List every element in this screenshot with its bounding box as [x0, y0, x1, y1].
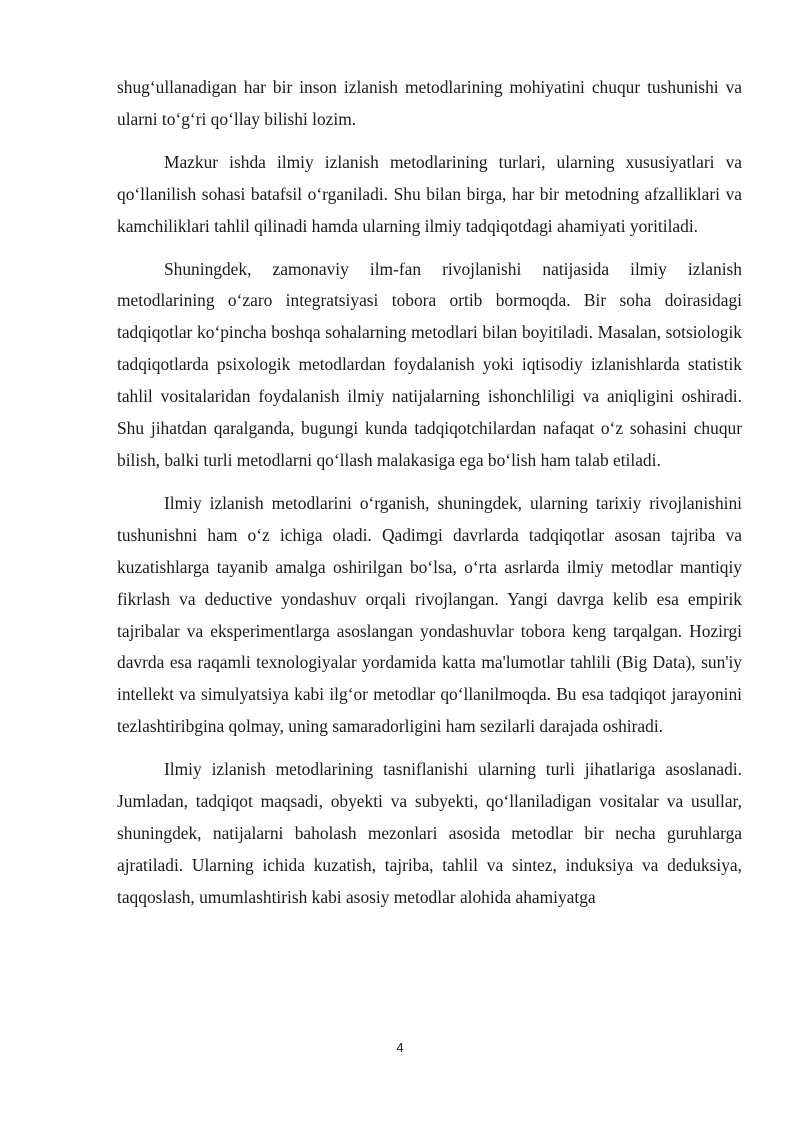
paragraph: Ilmiy izlanish metodlarining tasniflanishi ularning turli jihatlariga asoslanadi. Jumladan, tadqiqot maqsadi, obyekti va subyekti, qo‘llaniladigan vositalar va usullar, shuningdek, natijalarni baholash mezonlari asosida metodlar bir necha guruhlarga ajratiladi. Ularning ichida kuzatish, tajriba, tahlil va sintez, induksiya va deduksiya, taqqoslash, umumlashtirish kabi asosiy metodlar alohida ahamiyatga [117, 759, 742, 907]
body-text [117, 72, 742, 925]
paragraph: Shuningdek, zamonaviy ilm-fan rivojlanishi natijasida ilmiy izlanish metodlarining o‘zaro integratsiyasi tobora ortib bormoqda. Bir soha doirasidagi tadqiqotlar ko‘pincha boshqa sohalarning metodlari bilan boyitiladi. Masalan, sotsiologik tadqiqotlarda psixologik metodlardan foydalanish yoki iqtisodiy izlanishlarda statistik tahlil vositalaridan foydalanish ilmiy natijalarning ishonchliligi va aniqligini oshiradi. Shu jihatdan qaralganda, bugungi kunda tadqiqotchilardan nafaqat o‘z sohasini chuqur bilish, balki turli metodlarni qo‘llash malakasiga ega bo‘lish ham talab etiladi. [117, 258, 742, 470]
paragraph: Ilmiy izlanish metodlarini o‘rganish, shuningdek, ularning tarixiy rivojlanishini tushunishni ham o‘z ichiga oladi. Qadimgi davrlarda tadqiqotlar asosan tajriba va kuzatishlarga tayanib amalga oshirilgan bo‘lsa, o‘rta asrlarda ilmiy metodlar mantiqiy fikrlash va deductive yondashuv orqali rivojlangan. Yangi davrga kelib esa empirik tajribalar va eksperimentlarga asoslangan yondashuvlar tobora keng tarqalgan. Hozirgi davrda esa raqamli texnologiyalar yordamida katta ma'lumotlar tahlili (Big Data), sun'iy intellekt va simulyatsiya kabi ilg‘or metodlar qo‘llanilmoqda. Bu esa tadqiqot jarayonini tezlashtiribgina qolmay, uning samaradorligini ham sezilarli darajada oshiradi. [117, 492, 742, 737]
paragraph-continuation: shug‘ullanadigan har bir inson izlanish metodlarining mohiyatini chuqur tushunishi va ularni to‘g‘ri qo‘llay bilishi lozim. [117, 77, 742, 129]
page-number: 4 [396, 1040, 404, 1055]
paragraph: Mazkur ishda ilmiy izlanish metodlarining turlari, ularning xususiyatlari va qo‘llanilish sohasi batafsil o‘rganiladi. Shu bilan birga, har bir metodning afzalliklari va kamchiliklari tahlil qilinadi hamda ularning ilmiy tadqiqotdagi ahamiyati yoritiladi. [117, 151, 742, 236]
